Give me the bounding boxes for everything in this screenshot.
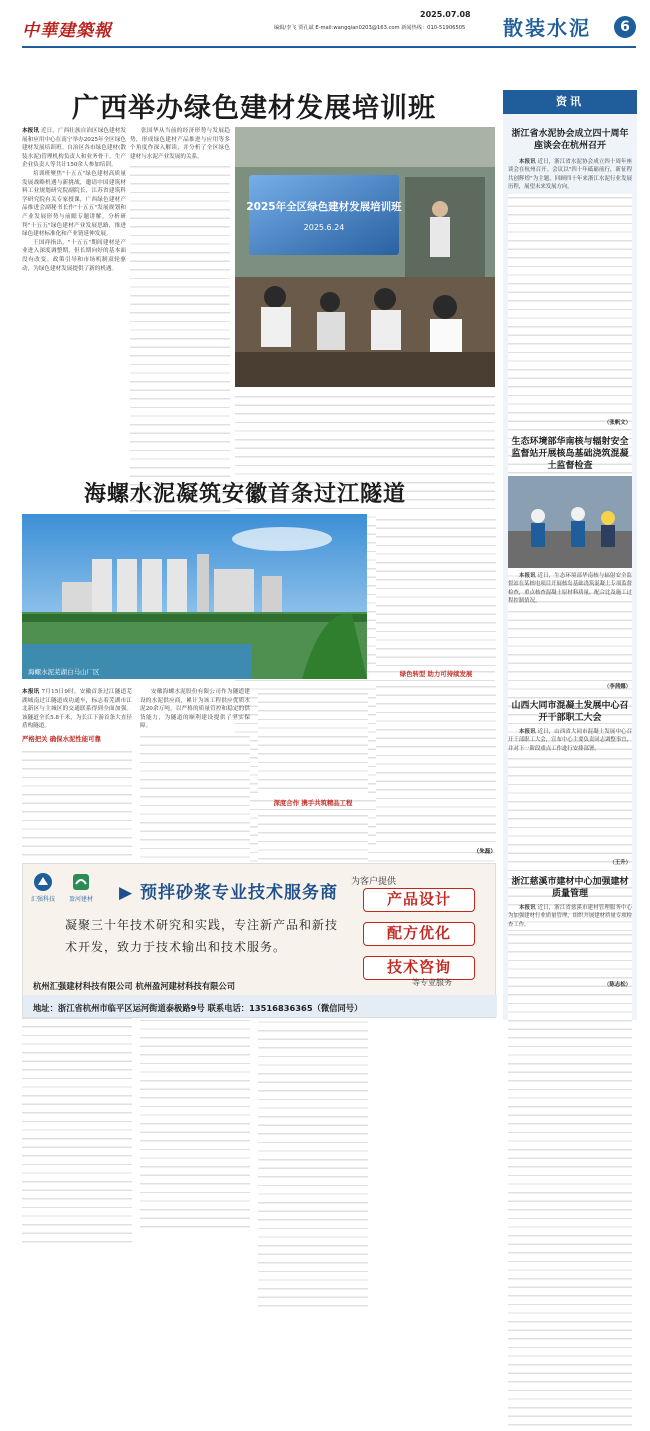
issue-date: 2025.07.08 <box>420 10 471 19</box>
sidebar-item-3-title: 山西大同市混凝土发展中心召开干部职工大会 <box>511 701 629 723</box>
cement-plant-photo <box>22 514 367 679</box>
sidebar-item-4-body <box>503 904 637 980</box>
inspection-photo-illustration <box>508 476 632 568</box>
sidebar-item-2-title: 生态环境部华南核与辐射安全监督站开展核岛基础浇筑混凝土监督检查 <box>511 437 629 471</box>
article2-column-3 <box>258 688 368 858</box>
sidebar-item-1-byline: （张帆文） <box>604 420 631 426</box>
article1-lead: 本报讯 <box>22 128 40 134</box>
article1-column-3 <box>235 391 495 467</box>
editor-contact-line: 编辑/李飞 贾孔斌 E-mail:wangqian0203@163.com 新闻热线：010-51906505 <box>274 25 466 31</box>
article2-para-1: 7月15日9时，安徽首条过江隧道芜湖城南过江隧道成功通车，标志着芜湖市江北新区与主城区的交通联系得到全面加强。该隧道全长5.8千米，为长江下游首条大直径盾构隧道。 <box>22 689 132 730</box>
sidebar-item-4-lead: 本报讯 <box>519 905 536 911</box>
ad-logo-huiqiang <box>31 872 55 903</box>
photo-caption: 海螺水泥芜湖白马山厂区 <box>28 668 100 676</box>
text-filler <box>376 683 496 848</box>
text-filler <box>376 516 496 666</box>
article1-para-4: 张国华从当前的经济形势与发展趋势，形成绿色建材产品推进与应用等多个角度作深入解读，并分析了全区绿色建材与水泥产业发展的关系。 <box>130 128 230 160</box>
ad-address-phone: 地址：浙江省杭州市临平区运河街道泰极路9号 联系电话：13516836365（微信同号） <box>33 1003 363 1013</box>
sidebar-item-3-text: 近日，山西省大同市混凝土发展中心召开干部职工大会，宣布中心主要负责同志调整事宜，并对下一阶段重点工作进行安排部署。 <box>508 729 632 752</box>
article2-lead: 本报讯 <box>22 689 40 695</box>
ad-copy: 凝聚三十年技术研究和实践，专注新产品和新技术开发，致力于技术输出和技术服务。 <box>65 918 339 954</box>
masthead <box>0 0 650 52</box>
play-icon: ▶ <box>119 883 134 903</box>
text-filler <box>508 931 632 1431</box>
sidebar-item-2-byline: （李茜娜） <box>604 684 631 690</box>
training-session-photo <box>235 127 495 387</box>
article2-byline: （朱磊） <box>473 848 496 855</box>
ad-companies: 杭州汇强建材科技有限公司 杭州盈河建材科技有限公司 <box>33 981 236 991</box>
service-pill-consulting: 技术咨询 <box>363 956 475 980</box>
sidebar-item-1-body <box>503 158 637 418</box>
sidebar-header: 资讯 <box>503 90 637 114</box>
sidebar-inspection-photo <box>508 476 632 568</box>
article2-subhead-1: 严格把关 确保水泥性能可靠 <box>22 734 101 743</box>
page-number: 6 <box>614 16 636 38</box>
sidebar-item-4-title: 浙江慈溪市建材中心加强建材质量管理 <box>511 877 629 899</box>
sidebar-item-2-body <box>503 572 637 682</box>
service-pill-formula: 配方优化 <box>363 922 475 946</box>
article1-column-1 <box>22 127 126 467</box>
article2-column-2 <box>140 688 250 858</box>
article1-headline: 广西举办绿色建材发展培训班 <box>72 93 436 124</box>
advertisement <box>22 863 496 1018</box>
ad-logo2-text: 盈河建材 <box>69 896 94 903</box>
yinghe-logo-icon <box>71 872 91 892</box>
ad-service-suffix: 等专业服务 <box>412 978 452 987</box>
news-sidebar <box>503 90 637 1020</box>
article1-para-1: 近日，广西壮族自治区绿色建材发展和应用中心在南宁举办2025年全区绿色建材发展培训班。自治区各市绿色建材(散装水泥)管理机构负责人和业务骨干，生产企业负责人等共计150余人参加培训。 <box>22 128 126 169</box>
newspaper-logo: 中華建築報 <box>22 21 112 41</box>
huiqiang-logo-icon <box>33 872 53 892</box>
ad-logo-yinghe <box>69 872 93 903</box>
header-rule <box>22 46 636 48</box>
article2-para-2: 安徽海螺水泥股份有限公司作为隧道建设的水泥供应商，累计为该工程供应优质水泥20余万吨，以严格的质量管控和稳定的供货能力，为隧道的顺利建设提供了坚实保障。 <box>140 689 250 730</box>
service-pill-design: 产品设计 <box>363 888 475 912</box>
sidebar-item-2-lead: 本报讯 <box>519 573 536 579</box>
sidebar-item-4-byline: （陈志松） <box>604 982 631 988</box>
sidebar-item-3-byline: （王升） <box>609 860 631 866</box>
article2-column-1 <box>22 688 132 858</box>
sidebar-item-1-title: 浙江省水泥协会成立四十周年座谈会在杭州召开 <box>511 129 629 151</box>
sidebar-item-1-lead: 本报讯 <box>519 159 536 165</box>
article1-para-3: 王国祥指出，"十五五"期间建材是产业进入深度调整期，但长期向好的基本面没有改变。政策引导和市场机制双轮驱动，为绿色建材发展提供了新的机遇。 <box>22 239 126 272</box>
article2-subhead-3: 深度合作 携手共筑精品工程 <box>273 799 353 807</box>
photo-banner-date: 2025.6.24 <box>303 223 345 232</box>
sidebar-item-3-body <box>503 728 637 858</box>
ad-title-text: 预拌砂浆专业技术服务商 <box>140 883 338 903</box>
photo-banner-text: 2025年全区绿色建材发展培训班 <box>246 201 402 213</box>
sidebar-item-1-text: 近日，浙江省水泥协会成立四十周年座谈会在杭州召开。会议以"四十年砥砺前行，新征程共创辉煌"为主题，回顾四十年来浙江水泥行业发展历程，展望未来发展方向。 <box>508 159 632 191</box>
training-photo-illustration <box>235 127 495 387</box>
article2-headline: 海螺水泥凝筑安徽首条过江隧道 <box>84 482 407 507</box>
cement-plant-illustration <box>22 514 367 679</box>
article1-para-2: 培训班聚焦"十五五"绿色建材高质量发展战略机遇与新挑战，邀请中国建筑材料工业规划研究院副院长，江苏省建筑科学研究院有关专家授课，广西绿色建材产品推进会副秘书长作"十五五"发展规划和产业发展形势与前瞻专题讲解，分析研判"十五五"绿色建材产业发展思路，推进绿色建材标准化和产业链延伸发展。 <box>22 170 126 238</box>
sidebar-item-4-text: 近日，浙江省慈溪市建材管理服务中心为加强建材行业质量管理，组织开展建材质量专项检查工作。 <box>508 905 632 928</box>
article2-subhead-2: 绿色转型 助力可持续发展 <box>399 670 473 678</box>
article2-column-4 <box>376 514 496 858</box>
ad-slogan: 为客户提供 <box>351 877 397 887</box>
sidebar-item-3-lead: 本报讯 <box>519 729 536 735</box>
article1-column-2 <box>130 127 230 467</box>
section-title: 散装水泥 <box>503 16 591 40</box>
ad-title <box>119 878 338 903</box>
ad-logo1-text: 汇强科技 <box>31 896 56 903</box>
text-filler <box>258 690 368 795</box>
sidebar-item-2-text: 近日，生态环境部华南核与辐射安全监督站在某核电项目开展核岛基础浇筑混凝土专项监督检查，重点核查混凝土原材料质量、配合比及施工过程控制情况。 <box>508 573 632 605</box>
